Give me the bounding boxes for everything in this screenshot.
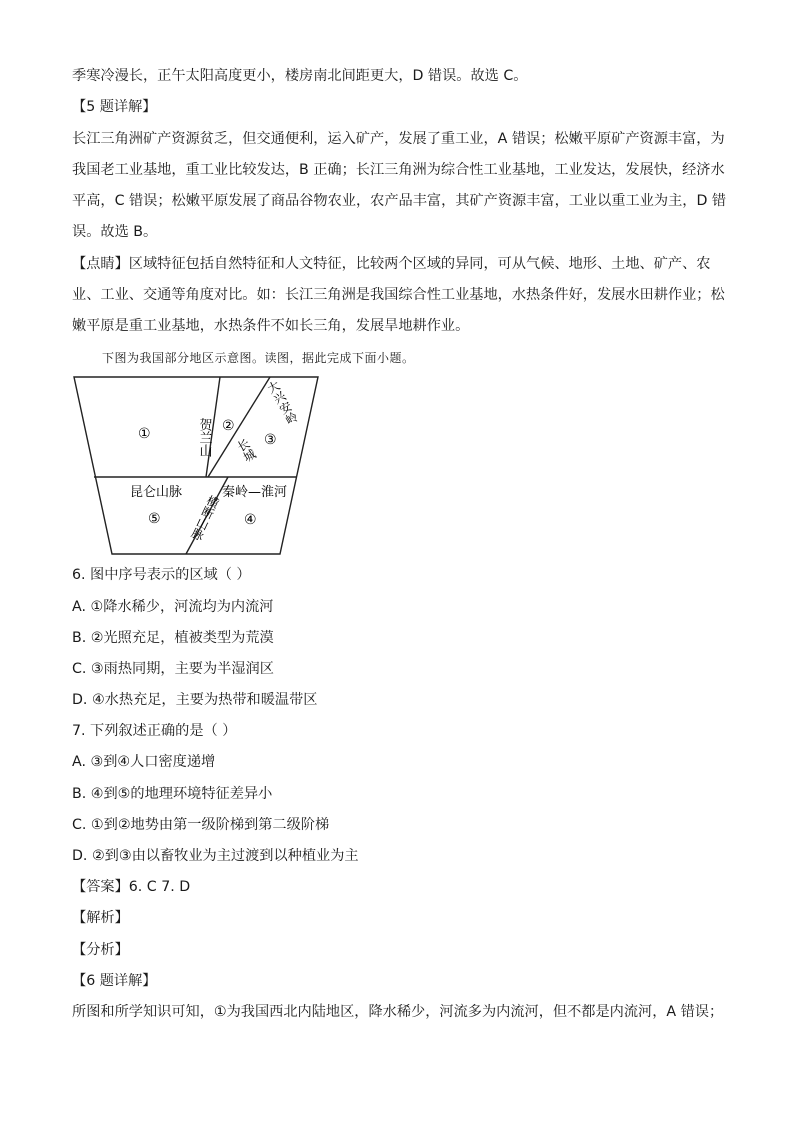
qinling-huaihe-label: 秦岭—淮河	[222, 485, 288, 500]
tip-line: 【点睛】区域特征包括自然特征和人文特征，比较两个区域的异同，可从气候、地形、土地、矿产、农	[72, 256, 711, 272]
text-line: 嫩平原是重工业基地，水热条件不如长三角，发展旱地耕作业。	[72, 318, 470, 334]
text-line: 所图和所学知识可知，①为我国西北内陆地区，降水稀少，河流多为内流河，但不都是内流河，A 错误；	[72, 1004, 724, 1020]
kunlun-label: 昆仑山脉	[130, 485, 183, 500]
option-6d: D. ④水热充足，主要为热带和暖温带区	[72, 692, 318, 708]
text-line: 季寒冷漫长，正午太阳高度更小，楼房南北间距更大，D 错误。故选 C。	[72, 68, 528, 84]
region4-label: ④	[244, 512, 257, 528]
section-heading: 【5 题详解】	[72, 99, 157, 115]
da-xingan-label: 大兴安岭	[263, 378, 301, 428]
option-7a: A. ③到④人口密度递增	[72, 754, 216, 770]
option-6c: C. ③雨热同期，主要为半湿润区	[72, 661, 274, 677]
region2-label: ②	[222, 418, 235, 434]
great-wall-label: 长城	[233, 436, 259, 465]
region1-label: ①	[138, 426, 151, 442]
option-7c: C. ①到②地势由第一级阶梯到第二级阶梯	[72, 817, 330, 833]
answer-line: 【答案】6. C 7. D	[72, 879, 191, 895]
analysis-subheading: 【分析】	[72, 942, 129, 958]
analysis-heading: 【解析】	[72, 910, 129, 926]
text-line: 长江三角洲矿产资源贫乏，但交通便利，运入矿产，发展了重工业，A 错误；松嫩平原矿产资源丰富，为	[72, 131, 725, 147]
text-line: 业、工业、交通等角度对比。如：长江三角洲是我国综合性工业基地，水热条件好，发展水田耕作业；松	[72, 287, 725, 303]
region5-label: ⑤	[148, 511, 161, 527]
region3-label: ③	[264, 432, 277, 448]
helan-mountain-label: 贺兰山	[196, 418, 212, 457]
text-line: 误。故选 B。	[72, 224, 158, 240]
option-7b: B. ④到⑤的地理环境特征差异小	[72, 786, 273, 802]
question-6-detail-heading: 【6 题详解】	[72, 973, 157, 989]
text-line: 我国老工业基地，重工业比较发达，B 正确；长江三角洲为综合性工业基地，工业发达，发展快，经济水	[72, 162, 725, 178]
figure-caption: 下图为我国部分地区示意图。读图，据此完成下面小题。	[102, 351, 415, 365]
question-7-stem: 7. 下列叙述正确的是（ ）	[72, 723, 237, 739]
text-line: 平高，C 错误；松嫩平原发展了商品谷物农业，农产品丰富，其矿产资源丰富，工业以重工业为主，D 错	[72, 193, 727, 209]
option-6b: B. ②光照充足，植被类型为荒漠	[72, 630, 274, 646]
option-7d: D. ②到③由以畜牧业为主过渡到以种植业为主	[72, 848, 359, 864]
question-6-stem: 6. 图中序号表示的区域（ ）	[72, 567, 251, 583]
option-6a: A. ①降水稀少，河流均为内流河	[72, 599, 274, 615]
hengduan-label: 横断山脉	[188, 493, 222, 543]
